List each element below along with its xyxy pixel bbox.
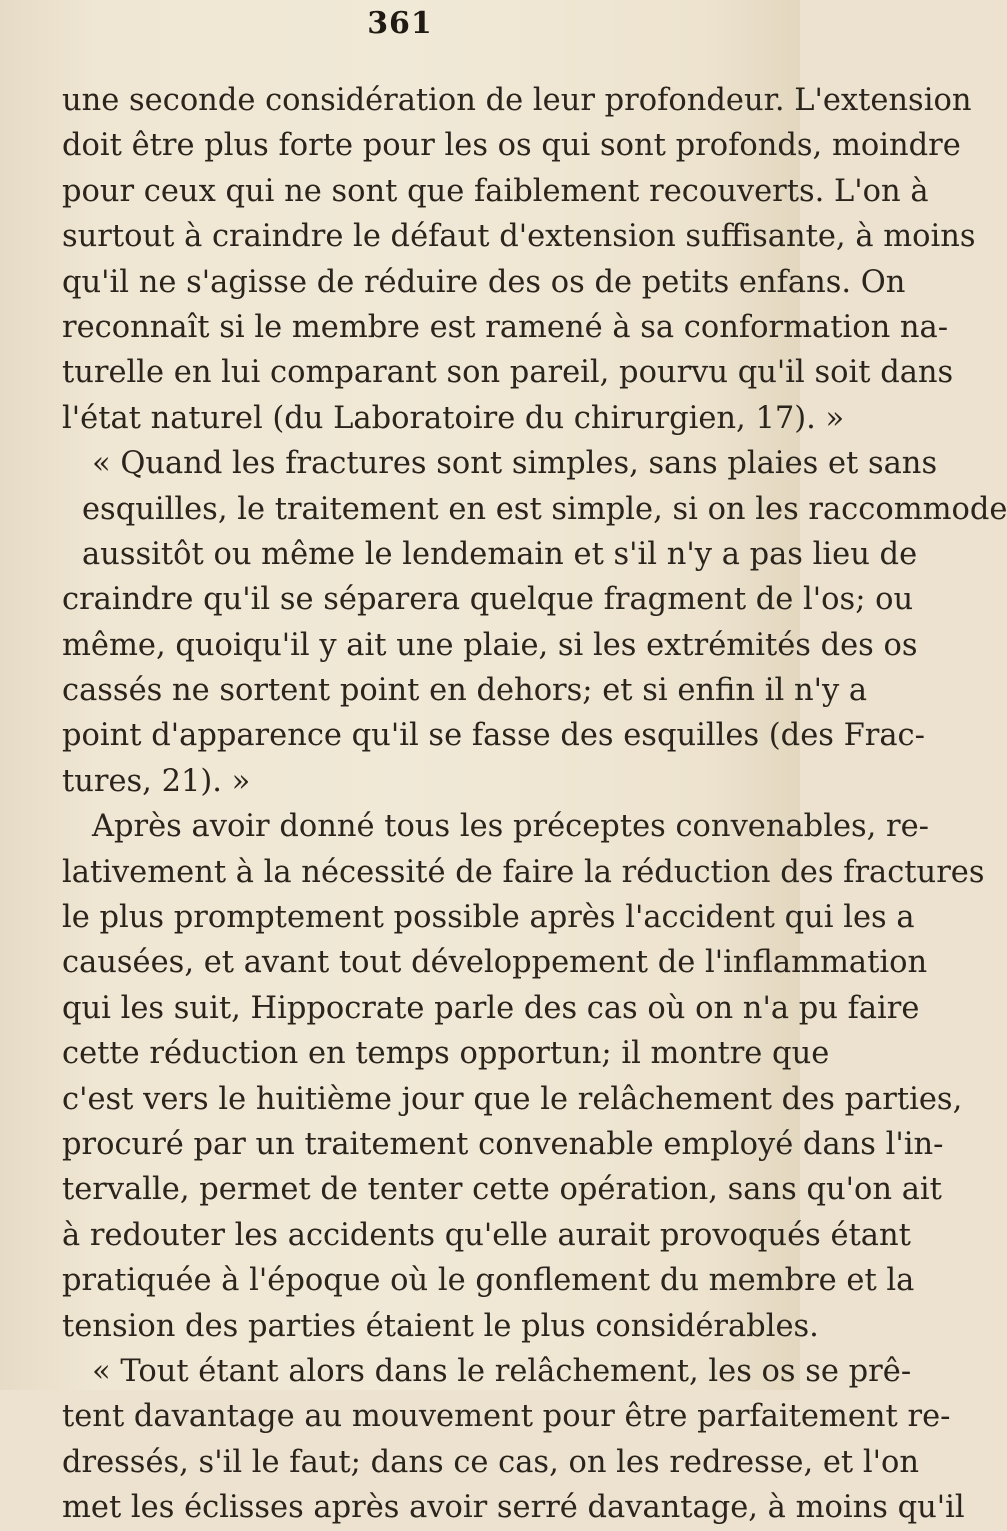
- text-line: le plus promptement possible après l'accident qui les a: [62, 900, 915, 936]
- text-line: dressés, s'il le faut; dans ce cas, on les redresse, et l'on: [62, 1444, 919, 1480]
- text-line: point d'apparence qu'il se fasse des esquilles (des Frac-: [62, 718, 925, 754]
- text-line: pratiquée à l'époque où le gonflement du membre et la: [62, 1263, 915, 1299]
- text-line: « Quand les fractures sont simples, sans plaies et sans: [92, 446, 938, 482]
- text-line: qui les suit, Hippocrate parle des cas où on n'a pu faire: [62, 990, 920, 1026]
- text-line: l'état naturel (du Laboratoire du chirurgien, 17). »: [62, 400, 845, 436]
- text-line: cette réduction en temps opportun; il montre que: [62, 1036, 830, 1072]
- text-line: même, quoiqu'il y ait une plaie, si les extrémités des os: [62, 627, 918, 663]
- text-line: lativement à la nécessité de faire la réduction des fractures: [62, 854, 985, 890]
- text-line: tension des parties étaient le plus considérables.: [62, 1308, 819, 1344]
- text-line: Après avoir donné tous les préceptes convenables, re-: [92, 809, 929, 845]
- text-line: tent davantage au mouvement pour être parfaitement re-: [62, 1399, 951, 1435]
- text-line: c'est vers le huitième jour que le relâchement des parties,: [62, 1081, 963, 1117]
- text-line: à redouter les accidents qu'elle aurait provoqués étant: [62, 1217, 911, 1253]
- text-line: tures, 21). »: [62, 763, 251, 799]
- text-line: reconnaît si le membre est ramené à sa conformation na-: [62, 309, 949, 345]
- text-line: esquilles, le traitement en est simple, si on les raccommode: [82, 491, 1007, 527]
- text-line: turelle en lui comparant son pareil, pourvu qu'il soit dans: [62, 355, 954, 391]
- text-line: tervalle, permet de tenter cette opération, sans qu'on ait: [62, 1172, 942, 1208]
- page-number: 361: [367, 6, 433, 41]
- text-line: pour ceux qui ne sont que faiblement recouverts. L'on à: [62, 173, 929, 209]
- text-line: causées, et avant tout développement de l'inflammation: [62, 945, 928, 981]
- text-line: craindre qu'il se séparera quelque fragment de l'os; ou: [62, 582, 914, 618]
- text-line: procuré par un traitement convenable employé dans l'in-: [62, 1126, 944, 1162]
- text-line: surtout à craindre le défaut d'extension suffisante, à moins: [62, 219, 976, 255]
- text-line: met les éclisses après avoir serré davantage, à moins qu'il: [62, 1490, 965, 1526]
- text-line: qu'il ne s'agisse de réduire des os de petits enfans. On: [62, 264, 906, 300]
- body-text: [62, 78, 1007, 1531]
- text-line: cassés ne sortent point en dehors; et si enfin il n'y a: [62, 673, 868, 709]
- text-line: une seconde considération de leur profondeur. L'extension: [62, 83, 972, 118]
- text-line: « Tout étant alors dans le relâchement, les os se prê-: [92, 1353, 912, 1389]
- text-line: doit être plus forte pour les os qui sont profonds, moindre: [62, 128, 961, 164]
- text-line: aussitôt ou même le lendemain et s'il n'y a pas lieu de: [82, 536, 918, 572]
